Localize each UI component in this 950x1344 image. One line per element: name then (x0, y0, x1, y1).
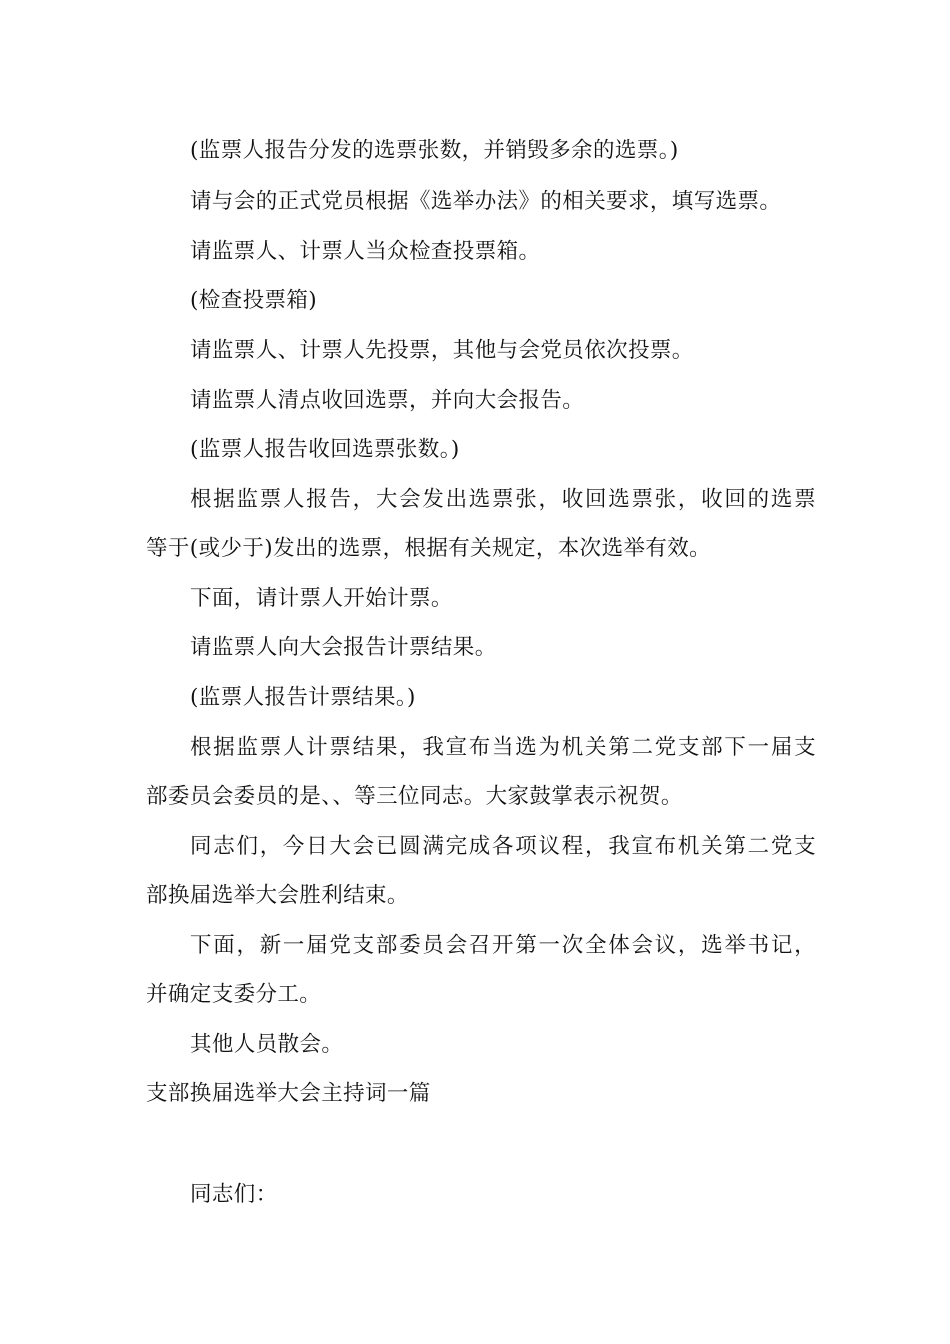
paragraph-line: (监票人报告分发的选票张数，并销毁多余的选票。) (190, 138, 679, 163)
paragraph-line: 根据监票人报告，大会发出选票张，收回选票张，收回的选票 (190, 487, 816, 512)
paragraph-line: 根据监票人计票结果，我宣布当选为机关第二党支部下一届支 (190, 735, 816, 760)
paragraph-line: 并确定支委分工。 (146, 982, 322, 1007)
paragraph-line: 请监票人、计票人先投票，其他与会党员依次投票。 (190, 338, 694, 363)
section-title: 支部换届选举大会主持词一篇 (146, 1081, 431, 1106)
paragraph-line: 其他人员散会。 (190, 1032, 344, 1057)
paragraph-line: 等于(或少于)发出的选票，根据有关规定，本次选举有效。 (146, 536, 712, 561)
paragraph-line: 同志们，今日大会已圆满完成各项议程，我宣布机关第二党支 (190, 834, 816, 859)
paragraph-line: 请监票人清点收回选票，并向大会报告。 (190, 388, 585, 413)
paragraph-line: 部换届选举大会胜利结束。 (146, 883, 409, 908)
paragraph-line: 部委员会委员的是、、等三位同志。大家鼓掌表示祝贺。 (146, 784, 683, 809)
salutation: 同志们： (190, 1182, 278, 1207)
paragraph-line: 请监票人、计票人当众检查投票箱。 (190, 239, 541, 264)
paragraph-line: 下面，新一届党支部委员会召开第一次全体会议，选举书记， (190, 933, 816, 958)
paragraph-line: (监票人报告收回选票张数。) (190, 437, 460, 462)
paragraph-line: 请与会的正式党员根据《选举办法》的相关要求，填写选票。 (190, 189, 782, 214)
paragraph-line: (检查投票箱) (190, 288, 318, 313)
paragraph-line: (监票人报告计票结果。) (190, 685, 416, 710)
paragraph-line: 下面，请计票人开始计票。 (190, 586, 453, 611)
paragraph-line: 请监票人向大会报告计票结果。 (190, 635, 497, 660)
